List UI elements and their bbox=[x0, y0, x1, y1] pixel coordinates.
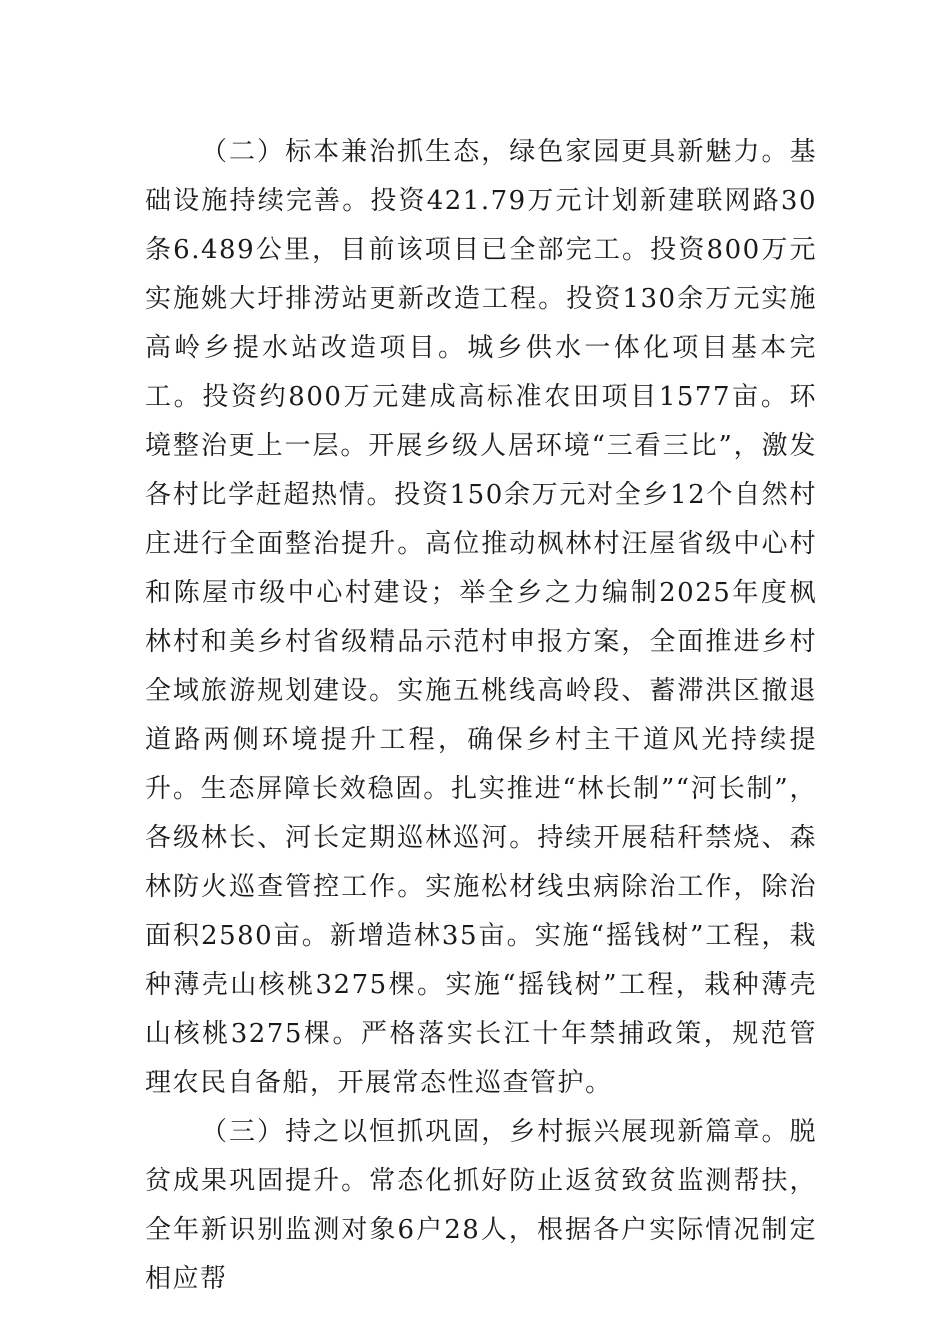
paragraph-rural-revitalization: （三）持之以恒抓巩固，乡村振兴展现新篇章。脱贫成果巩固提升。常态化抓好防止返贫致贫监测帮扶，全年新识别监测对象6户28人，根据各户实际情况制定相应帮 bbox=[145, 1117, 817, 1294]
document-page bbox=[145, 128, 817, 1304]
paragraph-ecology: （二）标本兼治抓生态，绿色家园更具新魅力。基础设施持续完善。投资421.79万元计划新建联网路30条6.489公里，目前该项目已全部完工。投资800万元实施姚大圩排涝站更新改造工程。投资130余万元实施高岭乡提水站改造项目。城乡供水一体化项目基本完工。投资约800万元建成高标准农田项目1577亩。环境整治更上一层。开展乡级人居环境“三看三比”，激发各村比学赶超热情。投资150余万元对全乡12个自然村庄进行全面整治提升。高位推动枫林村汪屋省级中心村和陈屋市级中心村建设；举全乡之力编制2025年度枫林村和美乡村省级精品示范村申报方案，全面推进乡村全域旅游规划建设。实施五桃线高岭段、蓄滞洪区撤退道路两侧环境提升工程，确保乡村主干道风光持续提升。生态屏障长效稳固。扎实推进“林长制”“河长制”，各级林长、河长定期巡林巡河。持续开展秸秆禁烧、森林防火巡查管控工作。实施松材线虫病除治工作，除治面积2580亩。新增造林35亩。实施“摇钱树”工程，栽种薄壳山核桃3275棵。实施“摇钱树”工程，栽种薄壳山核桃3275棵。严格落实长江十年禁捕政策，规范管理农民自备船，开展常态性巡查管护。 bbox=[145, 137, 817, 1098]
